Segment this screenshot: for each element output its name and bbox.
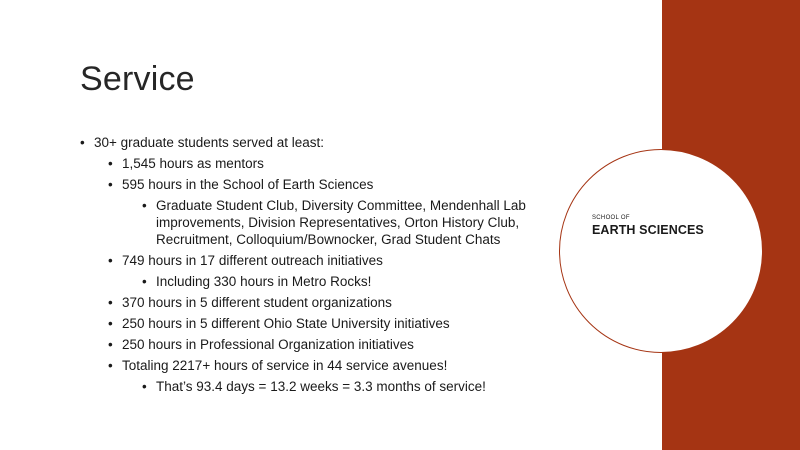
bullet-item: • 250 hours in 5 different Ohio State University initiatives [122, 315, 580, 332]
bullet-item: • That’s 93.4 days = 13.2 weeks = 3.3 months of service! [156, 378, 536, 395]
bullet-item: • 250 hours in Professional Organization initiatives [122, 336, 580, 353]
slide-title: Service [80, 60, 195, 98]
bullet-item: • 370 hours in 5 different student organizations [122, 294, 580, 311]
school-logo-circle [559, 149, 763, 353]
bullet-item: • 1,545 hours as mentors [122, 155, 580, 172]
bullet-list [80, 134, 580, 395]
bullet-item: • Totaling 2217+ hours of service in 44 service avenues! [122, 357, 580, 374]
logo-line-big: EARTH SCIENCES [592, 223, 704, 237]
bullet-item: • 749 hours in 17 different outreach initiatives [122, 252, 580, 269]
bullet-item: • Graduate Student Club, Diversity Committee, Mendenhall Lab improvements, Division Representatives, Orton History Club, Recruitment, Colloquium/Bownocker, Grad Student Chats [156, 197, 536, 248]
bullet-item: • 30+ graduate students served at least: [94, 134, 580, 151]
bullet-item: • 595 hours in the School of Earth Sciences [122, 176, 580, 193]
logo-line-small: SCHOOL OF [592, 215, 630, 221]
bullet-item: • Including 330 hours in Metro Rocks! [156, 273, 536, 290]
bullet-content [80, 134, 580, 399]
